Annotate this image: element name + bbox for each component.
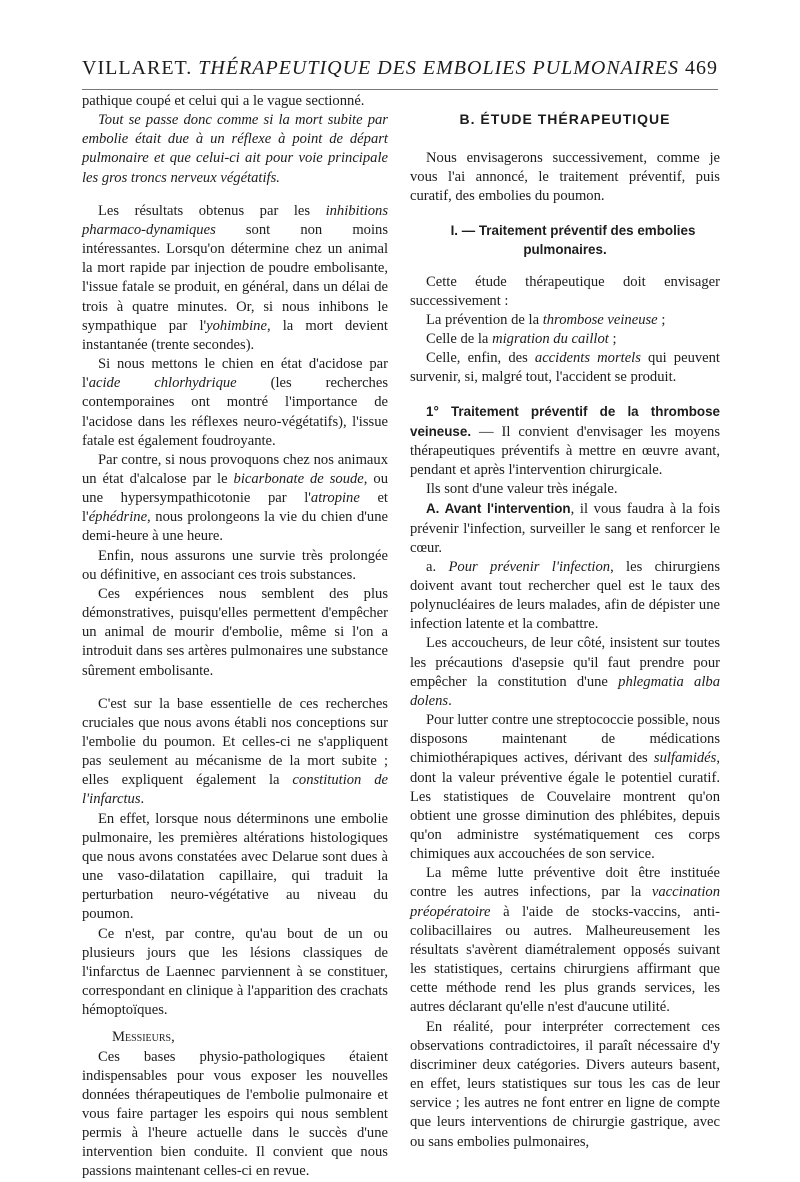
paragraph: Les accoucheurs, de leur côté, insistent sur toutes les précautions d'asepsie qu'il faut prendre pour empêcher la constitution d'une phlegmatia alba dolens. (410, 635, 720, 709)
paragraph: Ces bases physio-pathologiques étaient indispensables pour vous exposer les nouvelles données thérapeutiques de l'embolie pulmonaire et vous faire partager les espoirs qui nous semblent permis à l'heure actuelle dans le succès d'une intervention bien conduite. Il convient que nous passions maintenant celles-ci en revue. (82, 1048, 388, 1180)
run-in-heading: 1° Traitement préventif de la thrombose veineuse. (410, 403, 720, 439)
paragraph: pathique coupé et celui qui a le vague sectionné. (82, 93, 365, 109)
list-item: Celle de la migration du caillot ; (426, 331, 617, 348)
paragraph: Si nous mettons le chien en état d'acidose par l'acide chlorhydrique (les recherches contemporaines ont montré l'importance de l'acidose dans les réflexes neuro-végétatifs), l'issue fatale est également foudroyante. (82, 356, 388, 449)
paragraph: Pour lutter contre une streptococcie possible, nous disposons maintenant de médications chimiothérapiques actives, dérivant des sulfamidés, dont la valeur préventive égale le potentiel curatif. Les statistiques de Couvelaire montrent qu'on obtient une grosse diminution des phlébites, depuis qu'on administre systématiquement ces corps chimiques aux accouchées de son service. (410, 712, 720, 863)
run-in-heading: A. Avant l'intervention (426, 501, 571, 517)
paragraph: Ils sont d'une valeur très inégale. (426, 481, 618, 498)
paragraph: A. Avant l'intervention, il vous faudra à la fois prévenir l'infection, surveiller le sang et renforcer le cœur. (410, 501, 721, 556)
paragraph: En effet, lorsque nous déterminons une embolie pulmonaire, les premières altérations histologiques que nous avons constatées avec Delarue sont dues à une vaso-dilatation capillaire, qui traduit la perturbation neuro-végétative au niveau du poumon. (82, 810, 388, 923)
section-heading: B. ÉTUDE THÉRAPEUTIQUE (459, 111, 671, 127)
subsection-heading: I. — Traitement préventif des embolies pulmonaires. (450, 222, 696, 257)
paragraph: La même lutte préventive doit être instituée contre les autres infections, par la vaccination préopératoire à l'aide de stocks-vaccins, anti-colibacillaires ou autres. Malheureusement les résultats s'avèrent diamétralement opposés suivant les statistiques, certains chirurgiens affirmant que cette méthode rend les plus grands services, les autres déclarant qu'elle n'est d'aucune utilité. (410, 865, 720, 1016)
paragraph: Par contre, si nous provoquons chez nos animaux un état d'alcalose par le bicarbonate de soude, ou une hypersympathicotonie par l'atropine et l'éphédrine, nous prolongeons la vie du chien d'une demi-heure à une heure. (82, 451, 388, 545)
list-item: La prévention de la thrombose veineuse ; (426, 311, 666, 328)
paragraph: Cette étude thérapeutique doit envisager successivement : (410, 273, 720, 309)
paragraph: Ces expériences nous semblent des plus démonstratives, puisqu'elles permettent d'empêcher un animal de mourir d'embolie, même si l'on a introduit dans ses artères pulmonaires une substance sûrement embolisante. (82, 585, 388, 679)
page-number: 469 (685, 57, 718, 79)
paragraph: Enfin, nous assurons une survie très prolongée ou définitive, en associant ces trois substances. (82, 547, 388, 583)
paragraph: Ce n'est, par contre, qu'au bout de un ou plusieurs jours que les lésions classiques de l'infarctus de Laennec parviennent à se constituer, correspondant en clinique à l'apparition des crachats hémoptoïques. (82, 925, 388, 1019)
salutation: Messieurs, (112, 1029, 175, 1046)
running-head-title: THÉRAPEUTIQUE DES EMBOLIES PULMONAIRES (198, 57, 679, 79)
right-column (410, 92, 720, 1152)
paragraph: 1° Traitement préventif de la thrombose veineuse. — Il convient d'envisager les moyens thérapeutiques préventifs à mettre en œuvre avant, pendant et après l'intervention chirurgicale. (410, 403, 720, 479)
running-head-author: VILLARET. (82, 57, 193, 79)
paragraph: C'est sur la base essentielle de ces recherches cruciales que nous avons établi nos conceptions sur l'embolie du poumon. Et celles-ci ne s'appliquent pas seulement au mécanisme de la mort subite ; elles expliquent également la constitution de l'infarctus. (82, 695, 389, 808)
running-head (82, 57, 718, 90)
paragraph-italic: Tout se passe donc comme si la mort subite par embolie était due à un réflexe à point de départ pulmonaire et que celui-ci ait pour voie principale les gros troncs nerveux végétatifs. (82, 112, 388, 186)
list-item: Celle, enfin, des accidents mortels qui peuvent survenir, si, malgré tout, l'accident se produit. (410, 350, 720, 386)
paragraph: a. Pour prévenir l'infection, les chirurgiens doivent avant tout rechercher quel est le taux des polynucléaires de leurs malades, afin de dépister une infection latente et la combattre. (410, 558, 721, 633)
paragraph: Nous envisagerons successivement, comme je vous l'ai annoncé, le traitement préventif, puis curatif, des embolies du poumon. (410, 150, 720, 205)
paragraph: En réalité, pour interpréter correctement ces observations contradictoires, il paraît nécessaire d'y discriminer deux catégories. Divers auteurs basent, en effet, leurs statistiques sur tous les cas de leur service ; les autres ne font entrer en ligne de compte que leurs interventions de chirurgie gastrique, avec ou sans embolies pulmonaires, (410, 1018, 720, 1150)
left-column (82, 92, 388, 1182)
paragraph: Les résultats obtenus par les inhibitions pharmaco-dynamiques sont non moins intéressantes. Lorsqu'on détermine chez un animal la mort rapide par injection de poudre embolisante, l'issue fatale se produit, en général, dans un délai de trois à quatre minutes. Or, si nous inhibons le sympathique par l'yohimbine, la mort devient instantanée (trente secondes). (82, 202, 388, 353)
